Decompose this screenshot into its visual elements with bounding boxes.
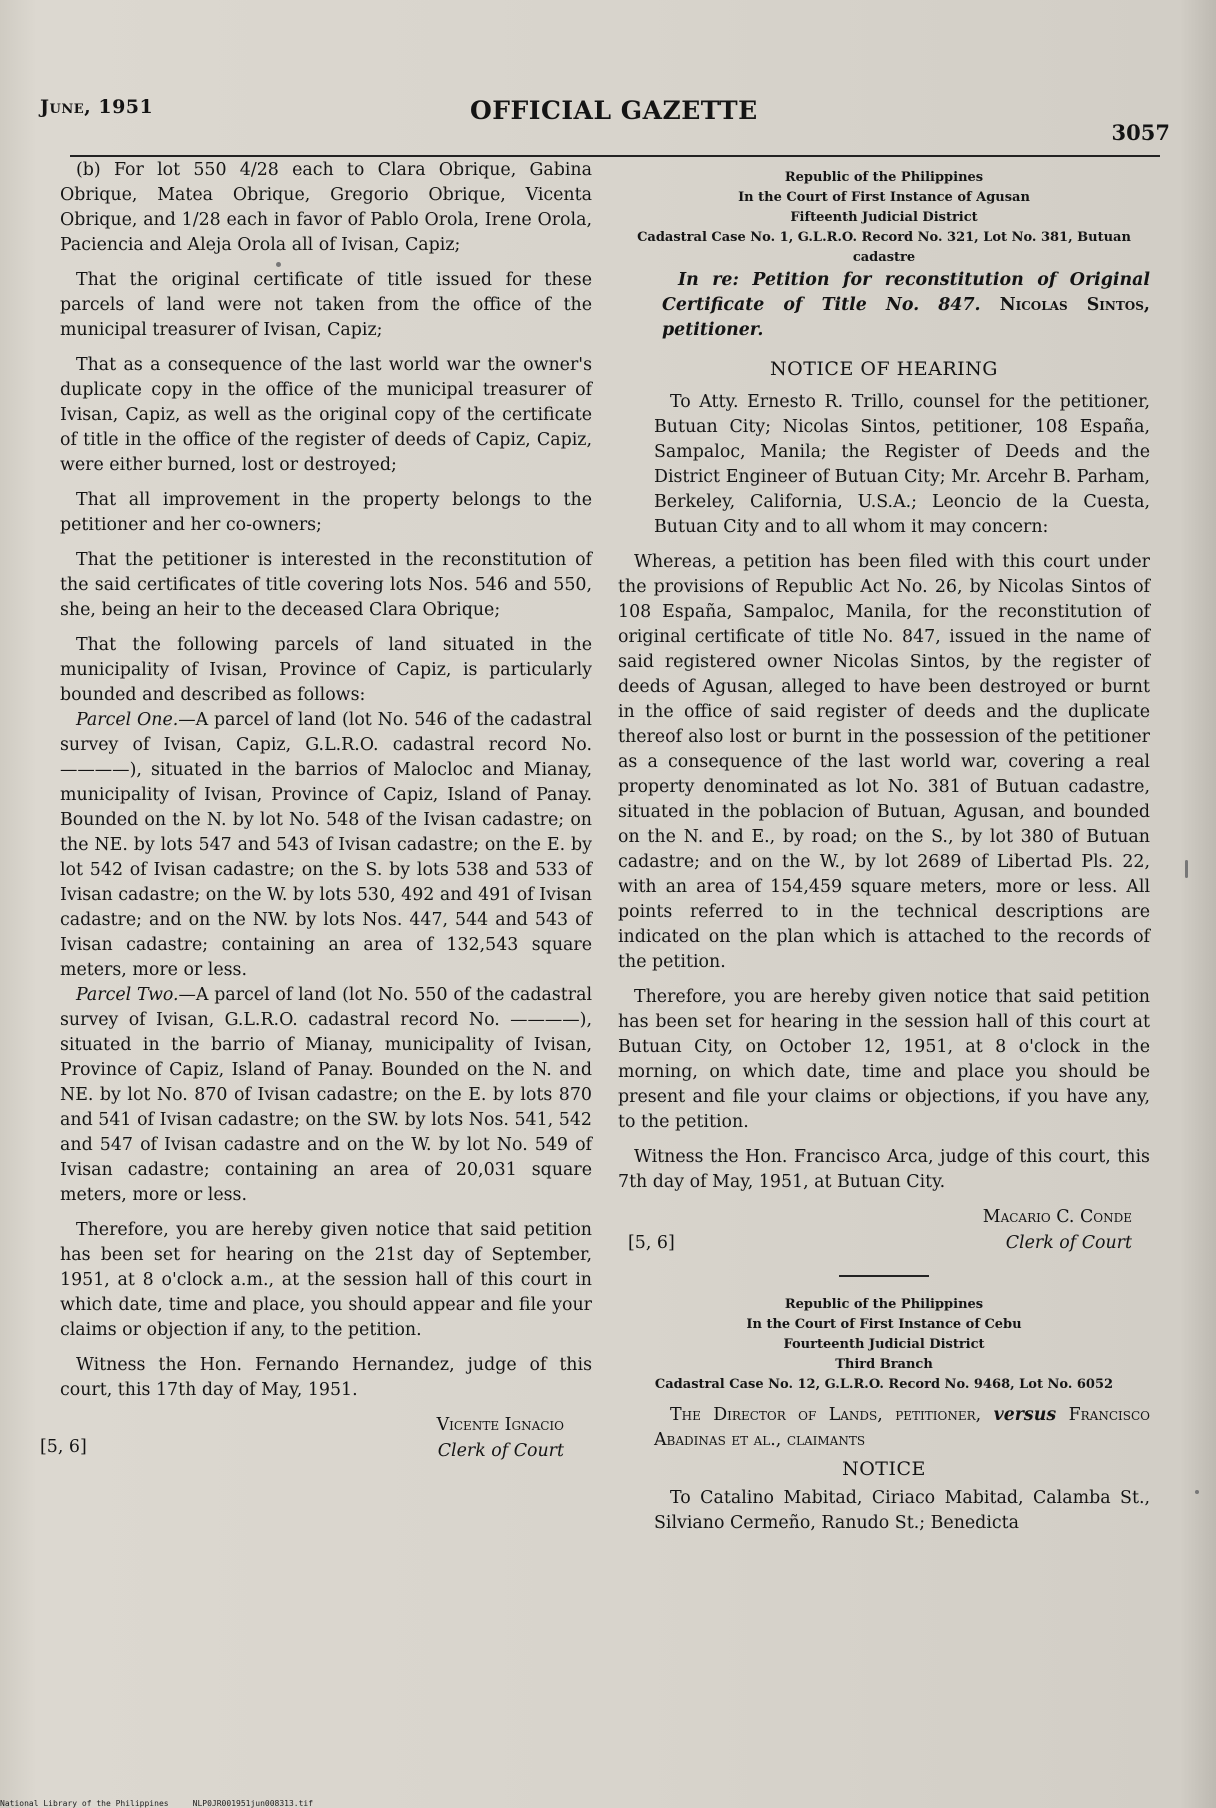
parcel-two-text: —A parcel of land (lot No. 550 of the cadastral survey of Ivisan, G.L.R.O. cadastral record No. ————), situated in the barrio of Mianay, municipality of Ivisan, Province of Capiz, Island of Panay. Bounded on the N. and NE. by lot No. 870 of Ivisan cadastre; on the E. by lots 870 and 541 of Ivisan cadastre; on the SW. by lots Nos. 541, 542 and 547 of Ivisan cadastre and on the W. by lot No. 549 of Ivisan cadastre; containing an area of 20,031 square meters, more or less. [60, 985, 593, 1205]
parties-versus: versus [993, 1405, 1057, 1425]
case-caption-record: Cadastral Case No. 12, G.L.R.O. Record No. 9468, Lot No. 6052 [654, 1377, 1114, 1392]
case-caption-republic: Republic of the Philippines [784, 170, 984, 185]
in-re-tail: petitioner. [662, 320, 764, 340]
case-caption-district: Fifteenth Judicial District [790, 210, 978, 225]
therefore-paragraph: Therefore, you are hereby given notice that said petition has been set for hearing in the session hall of this court at Butuan City, on October 12, 1951, at 8 o'clock in the morning, on which date, time and place you should be present and file your claims or objections, if you have any, to the petition. [618, 987, 1150, 1132]
left-paragraph: That the petitioner is interested in the reconstitution of the said certificates of title covering lots Nos. 546 and 550, she, being an heir to the deceased Clara Obrique; [60, 550, 592, 620]
case-caption-district: Fourteenth Judicial District [783, 1337, 985, 1352]
addressees-2: To Catalino Mabitad, Ciriaco Mabitad, Calamba St., Silviano Cermeño, Ranudo St.; Benedicta [654, 1488, 1150, 1533]
parcel-two [60, 983, 592, 1208]
page-number: 3057 [1111, 120, 1170, 145]
in-re-line [618, 268, 1150, 343]
left-paragraph: That the following parcels of land situated in the municipality of Ivisan, Province of Capiz, is particularly bounded and described as follows: [60, 635, 592, 705]
publication-title: OFFICIAL GAZETTE [470, 96, 758, 125]
right-signature-block [618, 1205, 1150, 1261]
parties-line [618, 1403, 1150, 1453]
print-speck [276, 262, 281, 267]
left-paragraph: Witness the Hon. Fernando Hernandez, judge of this court, this 17th day of May, 1951. [60, 1355, 592, 1400]
print-speck [1185, 860, 1188, 878]
signer-title: Clerk of Court [1005, 1233, 1132, 1253]
left-paragraph: Therefore, you are hereby given notice that said petition has been set for hearing on the 21st day of September, 1951, at 8 o'clock a.m., at the session hall of this court in which date, time and place, you should appear and file your claims or objection if any, to the petition. [60, 1220, 592, 1340]
witness-paragraph: Witness the Hon. Francisco Arca, judge of this court, this 7th day of May, 1951, at Butuan City. [618, 1147, 1150, 1192]
whereas-paragraph: Whereas, a petition has been filed with this court under the provisions of Republic Act No. 26, by Nicolas Sintos of 108 España, Sampaloc, Manila, for the reconstitution of original certificate of title No. 847, issued in the name of said registered owner Nicolas Sintos, by the register of deeds of Agusan, alleged to have been destroyed or burnt in the office of said register of deeds and the duplicate thereof also lost or burnt in the possession of the petitioner as a consequence of the last world war, covering a real property denominated as lot No. 381 of Butuan cadastre, situated in the poblacion of Butuan, Agusan, and bounded on the N. and E., by road; on the S., by lot 380 of Butuan cadastre; and on the W., by lot 2689 of Libertad Pls. 22, with an area of 154,459 square meters, more or less. All points referred to in the technical descriptions are indicated on the plan which is attached to the records of the petition. [618, 552, 1150, 972]
right-column [618, 168, 1150, 1546]
left-column [40, 158, 593, 1469]
case-caption-court: In the Court of First Instance of Agusan [738, 190, 1030, 205]
left-paragraph: That the original certificate of title issued for these parcels of land were not taken from the office of the municipal treasurer of Ivisan, Capiz; [60, 270, 592, 340]
publication-ref: [5, 6] [40, 1437, 87, 1457]
left-paragraph-b: (b) For lot 550 4/28 each to Clara Obrique, Gabina Obrique, Matea Obrique, Gregorio Obrique, Vicenta Obrique, and 1/28 each in favor of Pablo Orola, Irene Orola, Paciencia and Aleja Orola all of Ivisan, Capiz; [60, 160, 592, 255]
parcel-one-text: —A parcel of land (lot No. 546 of the cadastral survey of Ivisan, Capiz, G.L.R.O. cadastral record No. ————), situated in the barrios of Malocloc and Mianay, municipality of Ivisan, Province of Capiz, Island of Panay. Bounded on the N. by lot No. 548 of the Ivisan cadastre; on the NE. by lots 547 and 543 of Ivisan cadastre; on the E. by lot 542 of Ivisan cadastre; on the S. by lots 538 and 533 of Ivisan cadastre; on the W. by lots 530, 492 and 491 of Ivisan cadastre; and on the NW. by lots Nos. 447, 544 and 543 of Ivisan cadastre; containing an area of 132,543 square meters, more or less. [60, 710, 592, 980]
publication-ref: [5, 6] [628, 1233, 675, 1253]
parcel-two-label: Parcel Two. [76, 985, 179, 1005]
notice-title: NOTICE [842, 1458, 926, 1480]
case-caption-record: Cadastral Case No. 1, G.L.R.O. Record No. 321, Lot No. 381, Butuan cadastre [637, 230, 1131, 265]
in-re-party: Nicolas Sintos, [999, 295, 1150, 315]
left-paragraph: That as a consequence of the last world war the owner's duplicate copy in the office of the municipal treasurer of Ivisan, Capiz, as well as the original copy of the certificate of title in the office of the register of deeds of Capiz, Capiz, were either burned, lost or destroyed; [60, 355, 592, 475]
left-paragraph: That all improvement in the property belongs to the petitioner and her co-owners; [60, 490, 592, 535]
case-caption-court: In the Court of First Instance of Cebu [746, 1317, 1022, 1332]
signer-name: Macario C. Conde [982, 1207, 1132, 1227]
parcel-one [60, 708, 592, 983]
signer-title: Clerk of Court [437, 1441, 564, 1461]
scan-footer: National Library of the Philippines NLP0JR001951jun008313.tif [0, 1799, 314, 1808]
page-header [40, 92, 1170, 152]
case-caption-republic: Republic of the Philippines [784, 1297, 984, 1312]
header-rule [70, 155, 1160, 157]
notice-of-hearing-title: NOTICE OF HEARING [770, 358, 998, 380]
case-caption-branch: Third Branch [835, 1357, 933, 1372]
signer-name: Vicente Ignacio [436, 1415, 564, 1435]
parcel-one-label: Parcel One. [76, 710, 179, 730]
addressees: To Atty. Ernesto R. Trillo, counsel for the petitioner, Butuan City; Nicolas Sintos, petitioner, 108 España, Sampaloc, Manila; the Register of Deeds and the District Engineer of Butuan City; Mr. Arcehr B. Parham, Berkeley, California, U.S.A.; Leoncio de la Cuesta, Butuan City and to all whom it may concern: [654, 392, 1150, 537]
print-speck [1195, 1490, 1199, 1494]
parties-claimants: Francisco Abadinas et al., claimants [654, 1405, 1150, 1450]
parties-petitioner: The Director of Lands, petitioner, [670, 1405, 982, 1425]
section-divider [839, 1275, 929, 1277]
issue-date: June, 1951 [40, 96, 154, 118]
in-re-text: In re: Petition for reconstitution of Original Certificate of Title No. 847. [662, 270, 1150, 315]
left-signature-block [40, 1413, 592, 1469]
